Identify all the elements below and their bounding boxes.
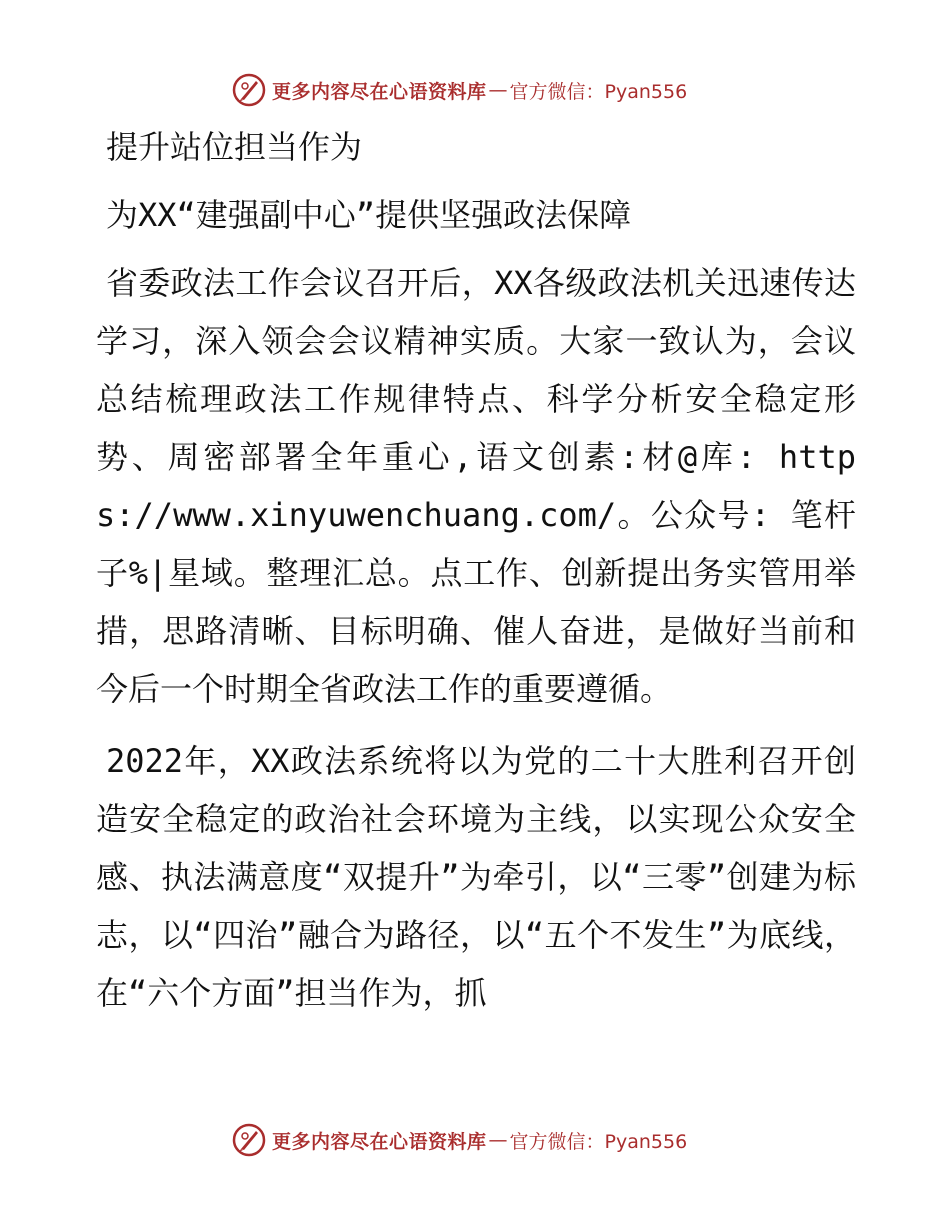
quill-logo-icon [232, 73, 266, 107]
document-title: 提升站位担当作为 [106, 128, 363, 166]
paragraph-1-text: 省委政法工作会议召开后，XX各级政法机关迅速传达学习，深入领会会议精神实质。大家一致认为，会议总结梳理政法工作规律特点、科学分析安全稳定形势、周密部署全年重心,语文创素:材@库: https://www.xinyuwenchuang.com/。公众号: 笔杆子%|星域。整理汇总。点工作、创新提出务实管用举措，思路清晰、目标明确、催人奋进，是做好当前和今后一个时期全省政法工作的重要遵循。 [96, 264, 856, 708]
paragraph-2-text: 2022年，XX政法系统将以为党的二十大胜利召开创造安全稳定的政治社会环境为主线，以实现公众安全感、执法满意度“双提升”为牵引，以“三零”创建为标志，以“四治”融合为路径，以“五个不发生”为底线，在“六个方面”担当作为，抓 [96, 742, 856, 1012]
paragraph-2 [96, 732, 856, 1022]
brand-wechat: 官方微信：Pyan556 [509, 1130, 688, 1153]
quill-logo-icon [232, 1123, 266, 1157]
document-body [96, 118, 856, 1036]
header-watermark [232, 72, 687, 108]
brand-separator: — [488, 79, 508, 101]
brand-name: 更多内容尽在心语资料库 [272, 80, 487, 103]
paragraph-1 [96, 254, 856, 718]
document-subtitle: 为XX“建强副中心”提供坚强政法保障 [106, 196, 632, 234]
brand-separator: — [488, 1129, 508, 1151]
brand-wechat: 官方微信：Pyan556 [509, 80, 688, 103]
brand-name: 更多内容尽在心语资料库 [272, 1130, 487, 1153]
footer-watermark [232, 1122, 687, 1158]
